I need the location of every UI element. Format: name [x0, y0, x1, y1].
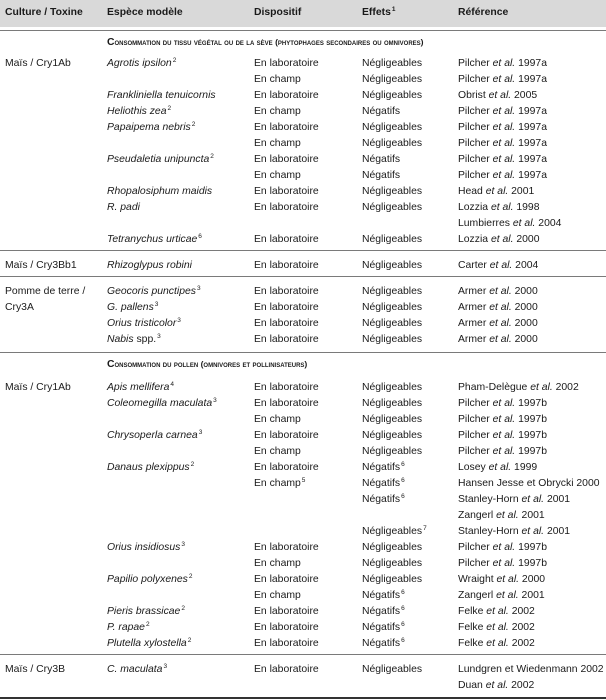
header-setup: Dispositif — [254, 7, 302, 18]
setup-cell: En laboratoire — [254, 286, 319, 297]
table-row — [0, 412, 606, 427]
header-effects: Effets$^1$ — [362, 6, 396, 18]
setup-cell: En laboratoire — [254, 90, 319, 101]
header-reference: Référence — [458, 7, 509, 18]
species-cell: G. pallens$^3$ — [107, 301, 159, 313]
table-row — [0, 152, 606, 167]
reference-cell: Pilcher et al. 1997b — [458, 542, 547, 553]
effects-cell: Négatifs$^6$ — [362, 621, 405, 633]
effects-cell: Négligeables — [362, 202, 423, 213]
species-cell: Coleomegilla maculata$^3$ — [107, 397, 217, 409]
effects-cell: Négatifs$^6$ — [362, 637, 405, 649]
effects-cell: Négligeables$^7$ — [362, 525, 427, 537]
reference-cell: Obrist et al. 2005 — [458, 90, 538, 101]
table-row — [0, 524, 606, 539]
effects-cell: Négatifs$^6$ — [362, 493, 405, 505]
effects-cell: Négligeables — [362, 122, 423, 133]
reference-cell: Pilcher et al. 1997a — [458, 106, 547, 117]
reference-cell: Pilcher et al. 1997b — [458, 446, 547, 457]
setup-cell: En champ — [254, 170, 301, 181]
table-row — [0, 56, 606, 71]
table-row — [0, 604, 606, 619]
setup-cell: En laboratoire — [254, 638, 319, 649]
species-cell: Rhopalosiphum maidis — [107, 186, 213, 197]
species-cell: Agrotis ipsilon$^2$ — [107, 57, 177, 69]
effects-cell: Négligeables — [362, 574, 423, 585]
section-heading: Consommation du pollen (omnivores et pollinisateurs) — [107, 359, 308, 370]
setup-cell: En laboratoire — [254, 664, 319, 675]
reference-cell: Lundgren et Wiedenmann 2002 — [458, 664, 604, 675]
species-cell: Plutella xylostella$^2$ — [107, 637, 192, 649]
table-row — [0, 636, 606, 651]
species-cell: P. rapae$^2$ — [107, 621, 150, 633]
reference-cell: Zangerl et al. 2001 — [458, 510, 545, 521]
table-row — [0, 200, 606, 215]
table-row — [0, 556, 606, 571]
effects-cell: Négligeables — [362, 398, 423, 409]
reference-cell: Stanley-Horn et al. 2001 — [458, 526, 571, 537]
reference-cell: Armer et al. 2000 — [458, 302, 538, 313]
table-row — [0, 396, 606, 411]
setup-cell: En laboratoire — [254, 542, 319, 553]
setup-cell: En champ — [254, 138, 301, 149]
reference-cell: Wraight et al. 2000 — [458, 574, 546, 585]
species-cell: Chrysoperla carnea$^3$ — [107, 429, 203, 441]
table-row — [0, 316, 606, 331]
effects-cell: Négatifs$^6$ — [362, 589, 405, 601]
effects-cell: Négatifs — [362, 154, 401, 165]
reference-cell: Lumbierres et al. 2004 — [458, 218, 562, 229]
reference-cell: Pilcher et al. 1997a — [458, 138, 547, 149]
table-row — [0, 332, 606, 347]
species-cell: Rhizoglypus robini — [107, 260, 192, 271]
table-row — [0, 428, 606, 443]
setup-cell: En champ — [254, 590, 301, 601]
culture-toxin-cell: Pomme de terre / — [5, 286, 86, 297]
table-row — [0, 476, 606, 491]
setup-cell: En laboratoire — [254, 122, 319, 133]
effects-cell: Négligeables — [362, 414, 423, 425]
setup-cell: En laboratoire — [254, 382, 319, 393]
reference-cell: Pilcher et al. 1997a — [458, 74, 547, 85]
effects-cell: Négligeables — [362, 286, 423, 297]
species-cell: Danaus plexippus$^2$ — [107, 461, 195, 473]
setup-cell: En champ — [254, 106, 301, 117]
species-cell: Papaipema nebris$^2$ — [107, 121, 196, 133]
table-row — [0, 678, 606, 693]
species-cell: Tetranychus urticae$^6$ — [107, 233, 202, 245]
effects-cell: Négligeables — [362, 90, 423, 101]
effects-cell: Négligeables — [362, 558, 423, 569]
footnote-marker: 1 — [391, 6, 396, 13]
setup-cell: En laboratoire — [254, 318, 319, 329]
setup-cell: En laboratoire — [254, 430, 319, 441]
effects-cell: Négligeables — [362, 138, 423, 149]
reference-cell: Zangerl et al. 2001 — [458, 590, 545, 601]
species-cell: Pieris brassicae$^2$ — [107, 605, 185, 617]
reference-cell: Felke et al. 2002 — [458, 638, 535, 649]
effects-cell: Négligeables — [362, 318, 423, 329]
header-species: Espèce modèle — [107, 7, 183, 18]
reference-cell: Losey et al. 1999 — [458, 462, 538, 473]
table-row — [0, 662, 606, 677]
species-cell: Orius tristicolor$^3$ — [107, 317, 181, 329]
effects-cell: Négatifs — [362, 170, 401, 181]
table-row — [0, 620, 606, 635]
table-row — [0, 136, 606, 151]
culture-toxin-cell: Maïs / Cry3B — [5, 664, 66, 675]
effects-cell: Négligeables — [362, 186, 423, 197]
table-row — [0, 508, 606, 523]
reference-cell: Pilcher et al. 1997a — [458, 58, 547, 69]
effects-cell: Négatifs — [362, 106, 401, 117]
effects-cell: Négligeables — [362, 446, 423, 457]
reference-cell: Head et al. 2001 — [458, 186, 535, 197]
setup-cell: En laboratoire — [254, 302, 319, 313]
species-cell: Nabis spp.$^3$ — [107, 333, 161, 345]
setup-cell: En champ — [254, 414, 301, 425]
culture-toxin-cell: Maïs / Cry3Bb1 — [5, 260, 77, 271]
row-divider — [0, 352, 606, 353]
setup-cell: En laboratoire — [254, 186, 319, 197]
effects-cell: Négligeables — [362, 382, 423, 393]
row-divider — [0, 250, 606, 251]
reference-cell: Pham-Delègue et al. 2002 — [458, 382, 579, 393]
culture-toxin-cell: Maïs / Cry1Ab — [5, 382, 71, 393]
reference-cell: Hansen Jesse et Obrycki 2000 — [458, 478, 600, 489]
reference-cell: Felke et al. 2002 — [458, 606, 535, 617]
species-cell: Geocoris punctipes$^3$ — [107, 285, 201, 297]
effects-cell: Négligeables — [362, 334, 423, 345]
effects-cell: Négligeables — [362, 542, 423, 553]
reference-cell: Pilcher et al. 1997b — [458, 558, 547, 569]
setup-cell: En laboratoire — [254, 606, 319, 617]
setup-cell: En laboratoire — [254, 234, 319, 245]
setup-cell: En laboratoire — [254, 462, 319, 473]
table-row — [0, 216, 606, 231]
table-header — [0, 0, 606, 27]
effects-cell: Négligeables — [362, 260, 423, 271]
table-row — [0, 88, 606, 103]
reference-cell: Duan et al. 2002 — [458, 680, 535, 691]
reference-cell: Pilcher et al. 1997b — [458, 430, 547, 441]
table-row — [0, 120, 606, 135]
culture-toxin-cell-line2: Cry3A — [5, 302, 34, 313]
effects-cell: Négligeables — [362, 430, 423, 441]
setup-cell: En laboratoire — [254, 334, 319, 345]
table-bottom-rule — [0, 697, 606, 699]
row-divider — [0, 654, 606, 655]
table-row — [0, 168, 606, 183]
table-row — [0, 572, 606, 587]
table-row — [0, 258, 606, 273]
effects-cell: Négligeables — [362, 234, 423, 245]
reference-cell: Armer et al. 2000 — [458, 318, 538, 329]
table-row — [0, 104, 606, 119]
effects-cell: Négatifs$^6$ — [362, 605, 405, 617]
reference-cell: Armer et al. 2000 — [458, 334, 538, 345]
table-row — [0, 380, 606, 395]
table-row — [0, 72, 606, 87]
effects-cell: Négligeables — [362, 74, 423, 85]
setup-cell: En champ — [254, 74, 301, 85]
table-row — [0, 232, 606, 247]
reference-cell: Carter et al. 2004 — [458, 260, 539, 271]
setup-cell: En laboratoire — [254, 260, 319, 271]
species-cell: Frankliniella tenuicornis — [107, 90, 216, 101]
effects-cell: Négligeables — [362, 302, 423, 313]
table-row — [0, 588, 606, 603]
setup-cell: En laboratoire — [254, 154, 319, 165]
effects-cell: Négatifs$^6$ — [362, 461, 405, 473]
setup-cell: En laboratoire — [254, 202, 319, 213]
reference-cell: Lozzia et al. 1998 — [458, 202, 540, 213]
species-cell: Orius insidiosus$^3$ — [107, 541, 185, 553]
reference-cell: Pilcher et al. 1997a — [458, 154, 547, 165]
setup-cell: En laboratoire — [254, 398, 319, 409]
setup-cell: En laboratoire — [254, 622, 319, 633]
reference-cell: Pilcher et al. 1997b — [458, 398, 547, 409]
effects-cell: Négligeables — [362, 664, 423, 675]
species-cell: Papilio polyxenes$^2$ — [107, 573, 193, 585]
header-culture: Culture / Toxine — [5, 7, 83, 18]
effects-cell: Négatifs$^6$ — [362, 477, 405, 489]
reference-cell: Armer et al. 2000 — [458, 286, 538, 297]
reference-cell: Felke et al. 2002 — [458, 622, 535, 633]
reference-cell: Pilcher et al. 1997a — [458, 122, 547, 133]
row-divider — [0, 30, 606, 31]
setup-cell: En champ — [254, 558, 301, 569]
culture-toxin-cell: Maïs / Cry1Ab — [5, 58, 71, 69]
reference-cell: Lozzia et al. 2000 — [458, 234, 540, 245]
setup-cell: En laboratoire — [254, 574, 319, 585]
species-cell: R. padi — [107, 202, 140, 213]
table-row — [0, 300, 606, 315]
species-cell: Heliothis zea$^2$ — [107, 105, 172, 117]
reference-cell: Stanley-Horn et al. 2001 — [458, 494, 571, 505]
table-row — [0, 540, 606, 555]
setup-cell: En champ — [254, 446, 301, 457]
reference-cell: Pilcher et al. 1997b — [458, 414, 547, 425]
table-row — [0, 492, 606, 507]
setup-cell: En champ$^5$ — [254, 477, 306, 489]
species-cell: Pseudaletia unipuncta$^2$ — [107, 153, 214, 165]
table-row — [0, 460, 606, 475]
species-cell: C. maculata$^3$ — [107, 663, 168, 675]
species-cell: Apis mellifera$^4$ — [107, 381, 174, 393]
effects-cell: Négligeables — [362, 58, 423, 69]
table-row — [0, 184, 606, 199]
reference-cell: Pilcher et al. 1997a — [458, 170, 547, 181]
setup-cell: En laboratoire — [254, 58, 319, 69]
row-divider — [0, 276, 606, 277]
section-heading: Consommation du tissu végétal ou de la sève (phytophages secondaires ou omnivores) — [107, 37, 424, 48]
table-row — [0, 444, 606, 459]
